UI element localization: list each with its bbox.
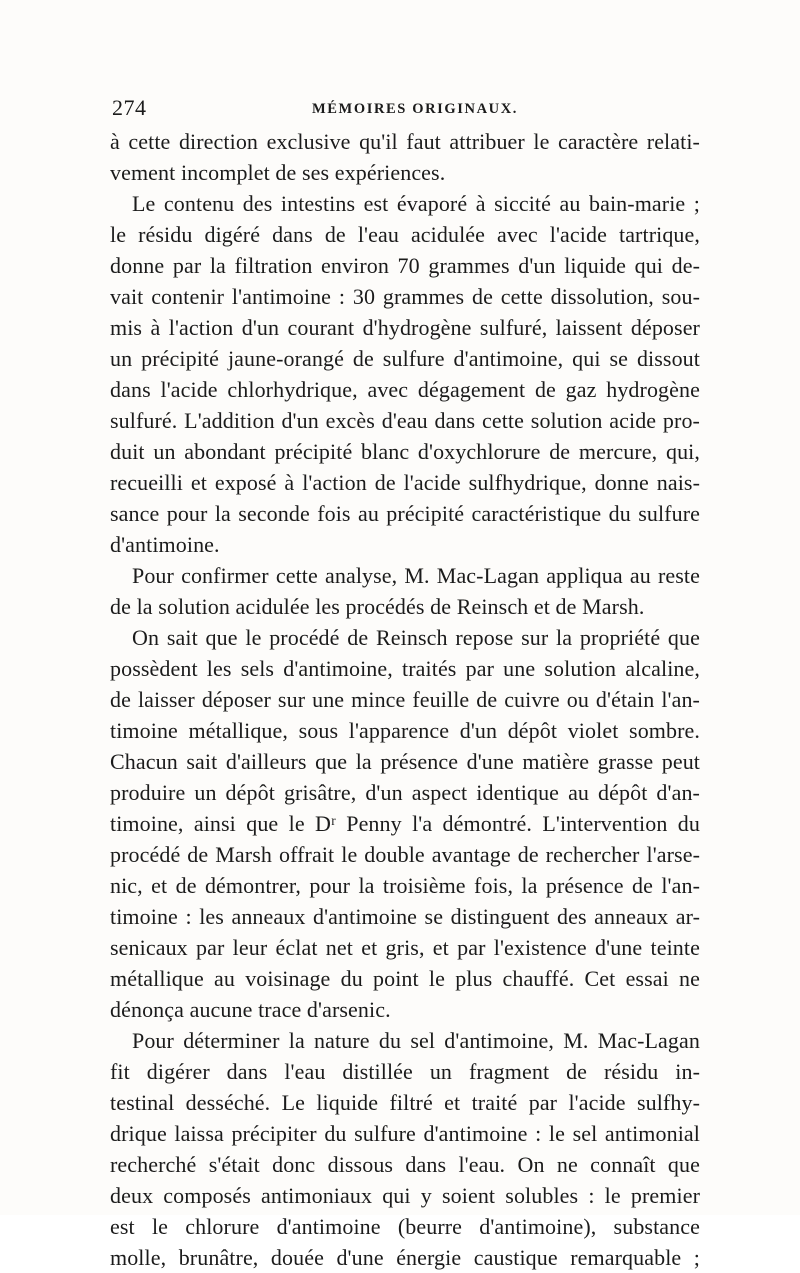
text-line: un précipité jaune-orangé de sulfure d'antimoine, qui se dissout — [110, 346, 700, 371]
text-line: procédé de Marsh offrait le double avantage de rechercher l'arse- — [110, 842, 700, 867]
text-line: à cette direction exclusive qu'il faut attribuer le caractère relati- — [110, 129, 700, 154]
text-line: duit un abondant précipité blanc d'oxychlorure de mercure, qui, — [110, 439, 700, 464]
text-line: possèdent les sels d'antimoine, traités par une solution alcaline, — [110, 656, 700, 681]
text-line: dans l'acide chlorhydrique, avec dégagement de gaz hydrogène — [110, 377, 700, 402]
text-line: senicaux par leur éclat net et gris, et par l'existence d'une teinte — [110, 935, 700, 960]
text-line: timoine métallique, sous l'apparence d'un dépôt violet sombre. — [110, 718, 700, 743]
text-line: nic, et de démontrer, pour la troisième fois, la présence de l'an- — [110, 873, 700, 898]
text-line: de la solution acidulée les procédés de Reinsch et de Marsh. — [110, 594, 645, 619]
text-line: métallique au voisinage du point le plus chauffé. Cet essai ne — [110, 966, 700, 991]
text-line: vement incomplet de ses expériences. — [110, 160, 446, 185]
text-line: mis à l'action d'un courant d'hydrogène sulfuré, laissent déposer — [110, 315, 700, 340]
text-line: recherché s'était donc dissous dans l'eau. On ne connaît que — [110, 1152, 700, 1177]
text-line: timoine, ainsi que le Dʳ Penny l'a démontré. L'intervention du — [110, 811, 700, 836]
text-line: Le contenu des intestins est évaporé à siccité au bain-marie ; — [132, 191, 700, 216]
text-line: donne par la filtration environ 70 grammes d'un liquide qui de- — [110, 253, 700, 278]
text-line: recueilli et exposé à l'action de l'acide sulfhydrique, donne nais- — [110, 470, 700, 495]
text-line: produire un dépôt grisâtre, d'un aspect identique au dépôt d'an- — [110, 780, 700, 805]
text-line: molle, brunâtre, douée d'une énergie caustique remarquable ; — [110, 1245, 700, 1270]
text-line: sulfuré. L'addition d'un excès d'eau dans cette solution acide pro- — [110, 408, 700, 433]
page-header — [112, 95, 698, 125]
text-line: drique laissa précipiter du sulfure d'antimoine : le sel antimonial — [110, 1121, 700, 1146]
text-line: testinal desséché. Le liquide filtré et traité par l'acide sulfhy- — [110, 1090, 700, 1115]
page-number: 274 — [112, 95, 147, 120]
text-line: timoine : les anneaux d'antimoine se distinguent des anneaux ar- — [110, 904, 700, 929]
text-line: Chacun sait d'ailleurs que la présence d'une matière grasse peut — [110, 749, 700, 774]
text-line: dénonça aucune trace d'arsenic. — [110, 997, 391, 1022]
text-line: d'antimoine. — [110, 532, 220, 557]
text-line: est le chlorure d'antimoine (beurre d'antimoine), substance — [110, 1214, 700, 1239]
body-text — [110, 126, 700, 1273]
text-line: Pour confirmer cette analyse, M. Mac-Lagan appliqua au reste — [132, 563, 700, 588]
text-line: de laisser déposer sur une mince feuille de cuivre ou d'étain l'an- — [110, 687, 700, 712]
text-line: fit digérer dans l'eau distillée un fragment de résidu in- — [110, 1059, 700, 1084]
running-head: MÉMOIRES ORIGINAUX. — [312, 101, 519, 117]
text-line: On sait que le procédé de Reinsch repose sur la propriété que — [132, 625, 700, 650]
text-line: vait contenir l'antimoine : 30 grammes de cette dissolution, sou- — [110, 284, 700, 309]
text-line: le résidu digéré dans de l'eau acidulée avec l'acide tartrique, — [110, 222, 700, 247]
text-line: Pour déterminer la nature du sel d'antimoine, M. Mac-Lagan — [132, 1028, 700, 1053]
text-line: sance pour la seconde fois au précipité caractéristique du sulfure — [110, 501, 700, 526]
text-line: deux composés antimoniaux qui y soient solubles : le premier — [110, 1183, 700, 1208]
